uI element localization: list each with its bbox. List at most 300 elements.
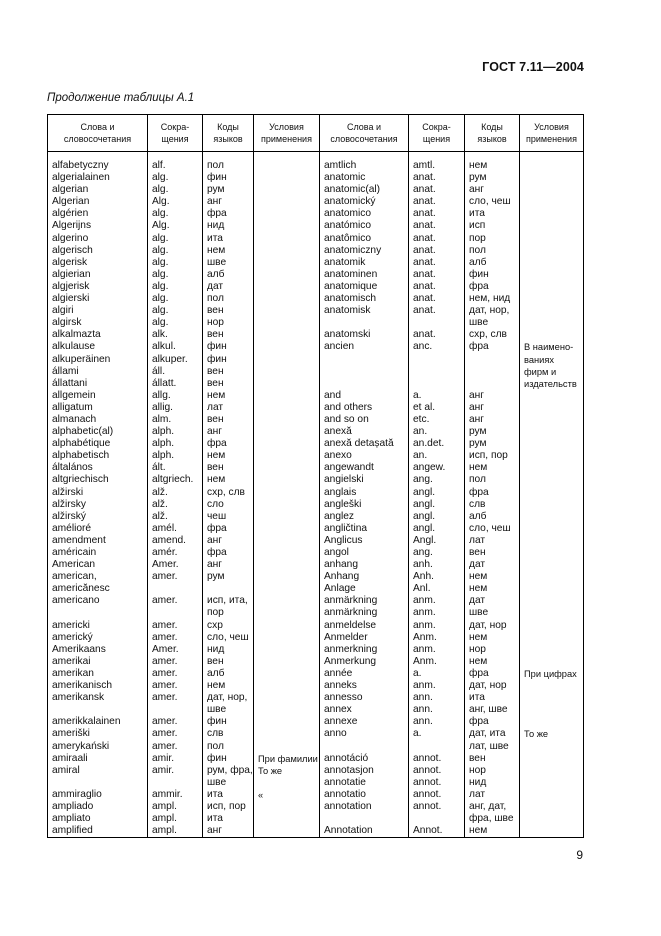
cell-code-right: дат xyxy=(469,559,486,571)
cell-abbr-left xyxy=(148,607,202,619)
cell-word-right xyxy=(320,813,408,825)
cell-word-left: amiraali xyxy=(52,752,88,764)
cell-abbr-right: ann. xyxy=(413,692,433,704)
cell-word-left: alkulause xyxy=(52,341,96,353)
cell-abbr-left: Alg. xyxy=(152,220,170,232)
cell-code-left: исп, пор xyxy=(207,800,246,812)
cell-code-left: фра xyxy=(207,522,227,534)
cell-condition-left xyxy=(254,741,319,753)
cell-condition-right xyxy=(520,777,583,789)
cell-word-left: alfabetyczny xyxy=(52,160,109,171)
cell-condition-left xyxy=(254,813,319,825)
cell-condition-left xyxy=(254,535,319,547)
cell-condition-left xyxy=(254,474,319,486)
cell-abbr-left: alkul. xyxy=(152,341,176,353)
cell-condition-left xyxy=(254,354,319,366)
cell-condition-left xyxy=(254,269,319,281)
cell-code-left: фин xyxy=(207,172,227,184)
cell-word-right: Anhang xyxy=(324,571,360,583)
cell-condition-right xyxy=(520,656,583,668)
page-number: 9 xyxy=(576,848,583,862)
cell-word-right: anatomický xyxy=(324,196,376,208)
cell-abbr-left: ammir. xyxy=(152,788,183,800)
cell-abbr-left: amer. xyxy=(152,692,178,704)
cell-abbr-left: Amer. xyxy=(152,559,179,571)
cell-word-right xyxy=(320,354,408,366)
cell-code-right xyxy=(465,366,519,378)
cell-condition-left xyxy=(254,801,319,813)
cell-code-left: нем xyxy=(207,244,226,256)
cell-word-left: algierian xyxy=(52,268,91,280)
cell-condition-left xyxy=(254,438,319,450)
cell-abbr-right: an. xyxy=(413,450,428,462)
cell-code-right: пол xyxy=(469,244,486,256)
cell-word-right: annotatie xyxy=(324,776,366,788)
cell-abbr-left: amer. xyxy=(152,728,178,740)
cell-abbr-left: amer. xyxy=(152,716,178,728)
abbreviation-table xyxy=(47,114,584,838)
cell-code-right: лат, шве xyxy=(469,740,509,752)
cell-word-right: anatômico xyxy=(324,232,372,244)
cell-word-right xyxy=(320,741,408,753)
cell-condition-left xyxy=(254,426,319,438)
cell-condition-left xyxy=(254,728,319,740)
cell-condition-left xyxy=(254,450,319,462)
cell-word-right xyxy=(320,317,408,329)
cell-condition-left xyxy=(254,668,319,680)
cell-condition-right xyxy=(520,583,583,595)
cell-condition-right xyxy=(520,233,583,245)
cell-code-right: фра xyxy=(469,486,489,498)
cell-abbr-right: anat. xyxy=(413,208,436,220)
cell-abbr-left: Alg. xyxy=(152,196,170,208)
cell-abbr-left: amér. xyxy=(152,547,178,558)
cell-condition-right xyxy=(520,789,583,801)
cell-word-left: alžirski xyxy=(52,486,84,498)
column-codes-right xyxy=(465,152,520,838)
cell-code-left: рум xyxy=(207,571,225,583)
column-conditions-right xyxy=(520,152,584,838)
cell-abbr-right: Angl. xyxy=(413,534,437,546)
header-codes-right: Коды языков xyxy=(465,115,520,152)
header-conditions-left: Условия применения xyxy=(254,115,320,152)
cell-abbr-right: anat. xyxy=(413,220,436,232)
cell-code-right: фра xyxy=(469,667,489,679)
cell-word-left: ammiraglio xyxy=(52,788,102,800)
cell-condition-left xyxy=(254,329,319,341)
cell-code-right: дат, нор xyxy=(469,680,507,692)
cell-code-left: слв xyxy=(207,728,224,740)
cell-word-left: algerisk xyxy=(52,256,88,268)
cell-condition-right xyxy=(520,692,583,704)
table-header-row xyxy=(48,115,584,152)
cell-condition-left xyxy=(254,595,319,607)
cell-condition-right xyxy=(520,801,583,813)
cell-word-right: and so on xyxy=(324,413,369,425)
cell-condition-left: То же xyxy=(258,765,283,776)
cell-code-left: вен xyxy=(207,655,224,667)
cell-abbr-right: anat. xyxy=(413,329,436,341)
cell-code-left: фра xyxy=(207,547,227,558)
cell-abbr-left: alph. xyxy=(152,450,175,462)
cell-abbr-right: anm. xyxy=(413,619,436,631)
cell-condition-left xyxy=(254,317,319,329)
cell-condition-left xyxy=(254,220,319,232)
cell-abbr-left: alž. xyxy=(152,498,168,510)
cell-code-right: фра xyxy=(469,716,489,728)
cell-code-left: ита xyxy=(207,788,223,800)
cell-word-left: algerialainen xyxy=(52,172,110,184)
cell-code-left: нем xyxy=(207,450,226,462)
cell-code-left: нем xyxy=(207,474,226,486)
cell-code-left: фра xyxy=(207,438,227,450)
cell-word-left: americki xyxy=(52,619,90,631)
cell-abbr-left: alg. xyxy=(152,232,169,244)
cell-abbr-right: amtl. xyxy=(413,160,436,171)
cell-abbr-right: anat. xyxy=(413,196,436,208)
cell-condition-left xyxy=(254,160,319,172)
cell-code-right: анг xyxy=(469,401,485,413)
cell-abbr-right xyxy=(409,813,464,825)
cell-condition-right xyxy=(520,257,583,269)
cell-abbr-left: allig. xyxy=(152,401,173,413)
cell-code-left: пол xyxy=(207,293,224,305)
cell-abbr-left: alg. xyxy=(152,293,169,305)
cell-code-left: вен xyxy=(207,462,224,474)
cell-code-right: рум xyxy=(469,172,487,184)
cell-condition-right xyxy=(520,741,583,753)
cell-code-left: схр xyxy=(207,619,223,631)
cell-abbr-right: anm. xyxy=(413,595,436,607)
cell-abbr-right: ang. xyxy=(413,547,433,558)
cell-code-right: дат xyxy=(469,595,486,607)
cell-condition-right: При цифрах xyxy=(524,668,577,679)
cell-condition-left xyxy=(254,632,319,644)
cell-condition-left xyxy=(254,366,319,378)
cell-abbr-left: amer. xyxy=(152,740,178,752)
cell-word-right: Anmelder xyxy=(324,631,368,643)
cell-word-right: anexă xyxy=(324,426,352,438)
cell-code-left: анг xyxy=(207,196,223,208)
cell-abbr-right: annot. xyxy=(413,788,442,800)
cell-condition-right xyxy=(520,196,583,208)
cell-word-right: anexă detașată xyxy=(324,438,394,450)
cell-word-right: anatomique xyxy=(324,280,378,292)
cell-abbr-left: amer. xyxy=(152,667,178,679)
cell-abbr-left: ált. xyxy=(152,462,166,474)
cell-word-right: and others xyxy=(324,401,373,413)
cell-code-right: фра, шве xyxy=(469,813,514,825)
cell-abbr-right: angl. xyxy=(413,486,436,498)
cell-word-left: alžirsky xyxy=(52,498,86,510)
cell-code-left: пор xyxy=(207,607,224,619)
cell-condition-right xyxy=(520,281,583,293)
cell-condition-left xyxy=(254,583,319,595)
column-abbr-right xyxy=(409,152,465,838)
cell-word-right: anneks xyxy=(324,680,357,692)
cell-abbr-right: anat. xyxy=(413,256,436,268)
cell-abbr-left: alg. xyxy=(152,268,169,280)
cell-word-left: általános xyxy=(52,462,93,474)
cell-code-right: пор xyxy=(469,232,486,244)
cell-word-left: algierski xyxy=(52,293,90,305)
cell-abbr-left: amer. xyxy=(152,571,178,583)
cell-code-right: анг, дат, xyxy=(469,800,507,812)
cell-condition-left xyxy=(254,571,319,583)
column-codes-left xyxy=(203,152,254,838)
cell-condition-right xyxy=(520,607,583,619)
cell-abbr-left: ampl. xyxy=(152,813,177,825)
cell-word-right: anhang xyxy=(324,559,358,571)
cell-code-right: алб xyxy=(469,510,487,522)
cell-abbr-right: an. xyxy=(413,426,428,438)
cell-code-right: лат xyxy=(469,534,486,546)
cell-abbr-right: Anm. xyxy=(413,655,437,667)
cell-abbr-left xyxy=(148,777,202,789)
cell-word-left: algiri xyxy=(52,305,74,317)
cell-abbr-right: et al. xyxy=(413,401,436,413)
cell-abbr-right: angl. xyxy=(413,510,436,522)
cell-abbr-left: allg. xyxy=(152,389,171,401)
cell-code-left: фин xyxy=(207,341,227,353)
cell-word-right: Anglicus xyxy=(324,534,363,546)
cell-abbr-right: anat. xyxy=(413,184,436,196)
cell-word-right: Anlage xyxy=(324,583,356,595)
cell-word-right: anexo xyxy=(324,450,352,462)
cell-word-left: amélioré xyxy=(52,522,92,534)
cell-condition-left xyxy=(254,245,319,257)
cell-abbr-right: Annot. xyxy=(413,825,443,837)
cell-code-left: сло, чеш xyxy=(207,631,249,643)
cell-word-right: anno xyxy=(324,728,347,740)
cell-code-right: фра xyxy=(469,341,489,353)
cell-code-left: чеш xyxy=(207,510,227,522)
cell-abbr-left: alg. xyxy=(152,244,169,256)
cell-condition-right xyxy=(520,825,583,837)
cell-code-right: исп, пор xyxy=(469,450,508,462)
cell-code-left: вен xyxy=(207,329,224,341)
cell-abbr-left: alf. xyxy=(152,160,166,171)
cell-abbr-right: anm. xyxy=(413,643,436,655)
cell-abbr-right: Anh. xyxy=(413,571,434,583)
cell-word-right: anmärkning xyxy=(324,595,378,607)
cell-abbr-left: alg. xyxy=(152,208,169,220)
cell-condition-right xyxy=(520,487,583,499)
cell-code-left: вен xyxy=(207,365,224,377)
cell-word-left: alphabetic(al) xyxy=(52,426,114,438)
cell-abbr-left: amir. xyxy=(152,764,175,776)
cell-word-left: altgriechisch xyxy=(52,474,109,486)
cell-code-right: сло, чеш xyxy=(469,196,511,208)
cell-abbr-right: a. xyxy=(413,728,422,740)
cell-code-right: дат, нор, xyxy=(469,305,510,317)
cell-abbr-right: anat. xyxy=(413,268,436,280)
cell-code-left: нид xyxy=(207,220,225,232)
cell-condition-left xyxy=(254,257,319,269)
cell-abbr-left: alž. xyxy=(152,486,168,498)
cell-word-left: amplified xyxy=(52,825,93,837)
cell-code-right: нем, нид xyxy=(469,293,511,305)
cell-word-left: amerikkalainen xyxy=(52,716,121,728)
cell-code-right: нем xyxy=(469,160,488,171)
cell-word-left: alžirský xyxy=(52,510,86,522)
cell-code-left: вен xyxy=(207,377,224,389)
cell-code-left: шве xyxy=(207,776,227,788)
cell-code-left: дат, нор, xyxy=(207,692,248,704)
cell-condition-left xyxy=(254,208,319,220)
cell-abbr-right: Anm. xyxy=(413,631,437,643)
cell-word-left: állami xyxy=(52,365,79,377)
cell-word-right: angleški xyxy=(324,498,362,510)
cell-word-right: Anmerkung xyxy=(324,655,377,667)
cell-word-right: anatomisk xyxy=(324,305,371,317)
cell-condition-left xyxy=(254,777,319,789)
cell-condition-left xyxy=(254,233,319,245)
cell-code-right: анг xyxy=(469,413,485,425)
cell-abbr-right: annot. xyxy=(413,764,442,776)
header-codes-left: Коды языков xyxy=(203,115,254,152)
cell-word-left: amendment xyxy=(52,534,106,546)
cell-condition-left xyxy=(254,644,319,656)
cell-code-right: вен xyxy=(469,752,486,764)
cell-code-left: фин xyxy=(207,353,227,365)
cell-word-right: anatómico xyxy=(324,220,372,232)
cell-word-right: anatomic xyxy=(324,172,366,184)
cell-code-left: пол xyxy=(207,740,224,752)
cell-condition-right: В наимено- xyxy=(524,342,574,353)
cell-code-right: дат, ита xyxy=(469,728,506,740)
cell-condition-left xyxy=(254,378,319,390)
cell-code-right: нем xyxy=(469,462,488,474)
cell-condition-left xyxy=(254,656,319,668)
cell-word-right: anatomisch xyxy=(324,293,377,305)
cell-condition-left xyxy=(254,402,319,414)
cell-condition-left xyxy=(254,511,319,523)
cell-condition-left xyxy=(254,414,319,426)
cell-code-right xyxy=(465,354,519,366)
cell-condition-left xyxy=(254,390,319,402)
cell-condition-right xyxy=(520,704,583,716)
cell-word-right: Annotation xyxy=(324,825,373,837)
cell-word-left: algerisch xyxy=(52,244,93,256)
cell-abbr-right: etc. xyxy=(413,413,430,425)
cell-word-right: annesso xyxy=(324,692,363,704)
cell-word-left: algirsk xyxy=(52,317,82,329)
cell-condition-right xyxy=(520,535,583,547)
cell-code-left: фра xyxy=(207,208,227,220)
cell-condition-left xyxy=(254,692,319,704)
cell-word-right: annotation xyxy=(324,800,372,812)
cell-condition-left xyxy=(254,704,319,716)
cell-condition-left: При фамилии xyxy=(258,753,318,764)
cell-condition-right xyxy=(520,184,583,196)
cell-code-right: алб xyxy=(469,256,487,268)
cell-word-right: annex xyxy=(324,704,352,716)
cell-condition-right: ваниях xyxy=(524,354,555,365)
cell-abbr-left: altgriech. xyxy=(152,474,194,486)
cell-word-left: algerian xyxy=(52,184,89,196)
cell-abbr-right: anat. xyxy=(413,305,436,317)
cell-condition-right xyxy=(520,523,583,535)
cell-code-right: нем xyxy=(469,825,488,837)
cell-condition-right xyxy=(520,716,583,728)
cell-word-right: anatomico xyxy=(324,208,372,220)
cell-condition-left: « xyxy=(258,789,264,800)
cell-abbr-right: anh. xyxy=(413,559,433,571)
cell-word-left: alphabetisch xyxy=(52,450,110,462)
cell-word-right: anmerkning xyxy=(324,643,378,655)
cell-condition-right xyxy=(520,753,583,765)
cell-word-left: américain xyxy=(52,547,97,558)
cell-code-left: рум, фра, xyxy=(207,764,253,776)
cell-code-left: анг xyxy=(207,559,223,571)
cell-abbr-right: an.det. xyxy=(413,438,445,450)
cell-word-right: annotatio xyxy=(324,788,366,800)
cell-condition-right xyxy=(520,632,583,644)
cell-code-right: шве xyxy=(469,607,489,619)
cell-abbr-right: a. xyxy=(413,389,422,401)
cell-word-left: algérien xyxy=(52,208,89,220)
cell-condition-right xyxy=(520,499,583,511)
cell-word-left: almanach xyxy=(52,413,97,425)
cell-code-right: ита xyxy=(469,208,485,220)
cell-word-left: ampliado xyxy=(52,800,94,812)
cell-word-left: Amerikaans xyxy=(52,643,106,655)
cell-condition-left xyxy=(254,523,319,535)
cell-code-left: исп, ита, xyxy=(207,595,248,607)
cell-code-right: нор xyxy=(469,643,486,655)
cell-word-left: americký xyxy=(52,631,93,643)
cell-condition-right xyxy=(520,293,583,305)
cell-word-right: anglais xyxy=(324,486,357,498)
cell-abbr-right: annot. xyxy=(413,776,442,788)
header-words-left: Слова и словосочетания xyxy=(48,115,148,152)
cell-word-right xyxy=(320,366,408,378)
cell-code-right: лат xyxy=(469,788,486,800)
cell-code-right: рум xyxy=(469,426,487,438)
cell-condition-left xyxy=(254,499,319,511)
column-abbr-left xyxy=(148,152,203,838)
cell-word-left: alkuperäinen xyxy=(52,353,111,365)
header-conditions-right: Условия применения xyxy=(520,115,584,152)
cell-abbr-right xyxy=(409,366,464,378)
cell-abbr-left: alž. xyxy=(152,510,168,522)
cell-condition-left xyxy=(254,341,319,353)
cell-abbr-right: anm. xyxy=(413,680,436,692)
column-conditions-left xyxy=(254,152,320,838)
cell-condition-left xyxy=(254,184,319,196)
cell-abbr-right: a. xyxy=(413,667,422,679)
cell-word-right: anatomik xyxy=(324,256,366,268)
cell-code-left: алб xyxy=(207,268,225,280)
cell-code-right: фра xyxy=(469,280,489,292)
cell-abbr-right: angl. xyxy=(413,498,436,510)
cell-code-right: сло, чеш xyxy=(469,522,511,534)
cell-abbr-right: ann. xyxy=(413,704,433,716)
cell-condition-left xyxy=(254,293,319,305)
cell-abbr-left xyxy=(148,583,202,595)
cell-code-left: анг xyxy=(207,534,223,546)
cell-word-right: anatomiczny xyxy=(324,244,382,256)
cell-condition-right xyxy=(520,462,583,474)
cell-abbr-left xyxy=(148,704,202,716)
cell-code-right: нем xyxy=(469,583,488,595)
cell-condition-right xyxy=(520,305,583,317)
cell-word-left: ampliato xyxy=(52,813,91,825)
cell-word-left: alphabétique xyxy=(52,438,111,450)
cell-condition-right xyxy=(520,765,583,777)
cell-word-right: anmärkning xyxy=(324,607,378,619)
